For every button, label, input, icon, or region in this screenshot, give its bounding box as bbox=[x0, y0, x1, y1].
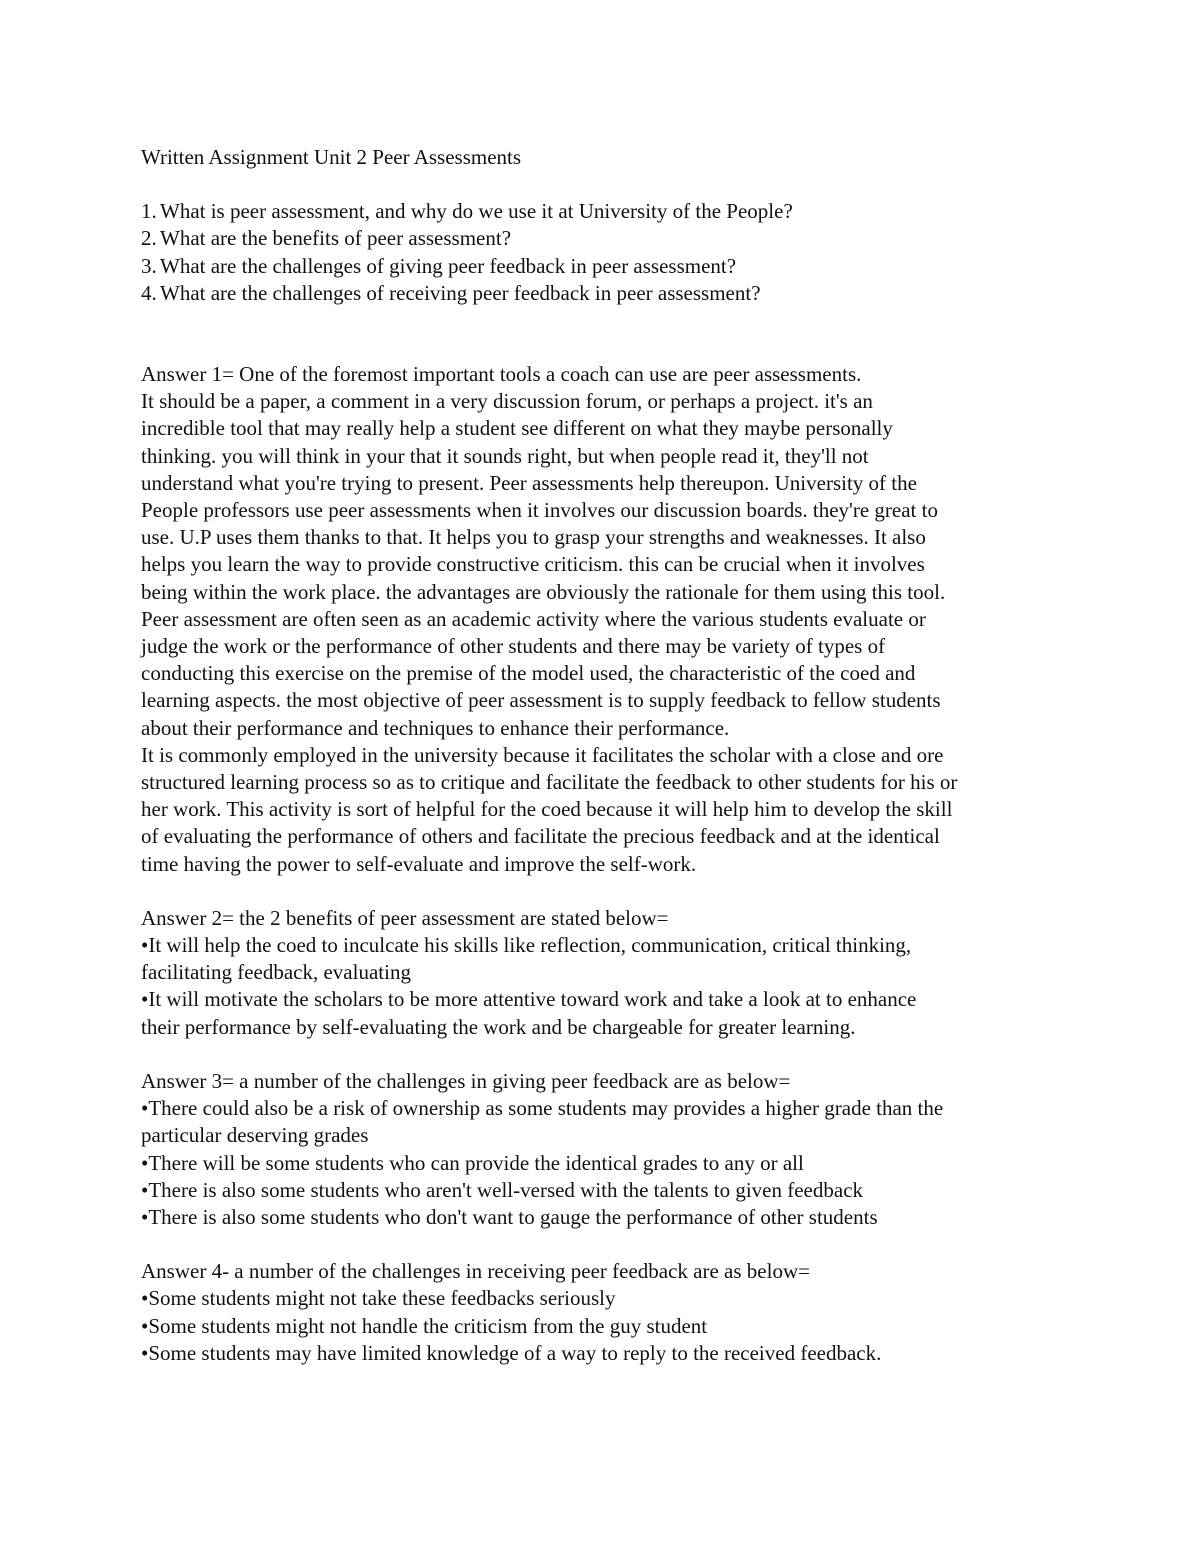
document-title: Written Assignment Unit 2 Peer Assessments bbox=[141, 145, 522, 169]
answer-2-heading-line: Answer 2= the 2 benefits of peer assessment are stated below= bbox=[141, 905, 669, 930]
answer-4-heading-line: Answer 4- a number of the challenges in receiving peer feedback are as below= bbox=[141, 1259, 810, 1284]
answer-1-section bbox=[141, 361, 1071, 878]
answer-3-line: •There is also some students who don't want to gauge the performance of other students bbox=[141, 1204, 878, 1229]
answer-1-line: being within the work place. the advantages are obviously the rationale for them using this tool. bbox=[141, 579, 946, 604]
answer-3-line: •There could also be a risk of ownership as some students may provides a higher grade than the bbox=[141, 1096, 944, 1121]
answer-1-line: incredible tool that may really help a student see different on what they maybe personally bbox=[141, 416, 893, 441]
question-number: 1. bbox=[141, 199, 157, 224]
answer-1-line: about their performance and techniques to enhance their performance. bbox=[141, 715, 730, 740]
answer-4-line: •Some students might not handle the criticism from the guy student bbox=[141, 1313, 708, 1338]
answer-1-line: Peer assessment are often seen as an academic activity where the various students evaluate or bbox=[141, 606, 926, 631]
answer-3-line: particular deserving grades bbox=[141, 1123, 369, 1148]
answer-4-section bbox=[141, 1258, 1071, 1367]
answer-4-line: •Some students might not take these feedbacks seriously bbox=[141, 1286, 616, 1311]
question-item bbox=[141, 225, 1071, 252]
question-item bbox=[141, 253, 1071, 280]
answer-3-section bbox=[141, 1068, 1071, 1231]
answer-4-line: •Some students may have limited knowledge of a way to reply to the received feedback. bbox=[141, 1340, 882, 1365]
question-list bbox=[141, 198, 1071, 307]
answer-2-line: facilitating feedback, evaluating bbox=[141, 960, 411, 985]
answer-2-section bbox=[141, 905, 1071, 1041]
answer-1-line: use. U.P uses them thanks to that. It helps you to grasp your strengths and weaknesses. It also bbox=[141, 525, 926, 550]
question-number: 2. bbox=[141, 226, 157, 251]
answer-3-line: •There will be some students who can provide the identical grades to any or all bbox=[141, 1150, 804, 1175]
answer-1-heading-line: Answer 1= One of the foremost important tools a coach can use are peer assessments. bbox=[141, 362, 862, 387]
answer-1-line: conducting this exercise on the premise of the model used, the characteristic of the coed and bbox=[141, 661, 916, 686]
answer-1-line: structured learning process so as to critique and facilitate the feedback to other students for his or bbox=[141, 770, 958, 795]
answer-1-line: thinking. you will think in your that it sounds right, but when people read it, they'll not bbox=[141, 443, 869, 468]
question-text: What are the challenges of giving peer feedback in peer assessment? bbox=[160, 253, 737, 278]
answer-3-line: •There is also some students who aren't well-versed with the talents to given feedback bbox=[141, 1177, 864, 1202]
question-number: 3. bbox=[141, 253, 157, 278]
document-page bbox=[141, 144, 1071, 1394]
answer-1-line: It is commonly employed in the university because it facilitates the scholar with a close and ore bbox=[141, 742, 944, 767]
question-text: What is peer assessment, and why do we use it at University of the People? bbox=[160, 199, 793, 224]
answer-1-line: learning aspects. the most objective of peer assessment is to supply feedback to fellow students bbox=[141, 688, 941, 713]
question-item bbox=[141, 198, 1071, 225]
answer-2-line: their performance by self-evaluating the work and be chargeable for greater learning. bbox=[141, 1014, 856, 1039]
answer-1-line: time having the power to self-evaluate and improve the self-work. bbox=[141, 851, 697, 876]
answer-1-line: People professors use peer assessments when it involves our discussion boards. they're great to bbox=[141, 498, 938, 523]
answer-1-line: her work. This activity is sort of helpful for the coed because it will help him to develop the skill bbox=[141, 797, 953, 822]
answer-1-line: helps you learn the way to provide constructive criticism. this can be crucial when it involves bbox=[141, 552, 925, 577]
question-text: What are the benefits of peer assessment? bbox=[160, 226, 512, 251]
answer-3-heading-line: Answer 3= a number of the challenges in giving peer feedback are as below= bbox=[141, 1068, 791, 1093]
answer-1-line: It should be a paper, a comment in a very discussion forum, or perhaps a project. it's an bbox=[141, 389, 873, 414]
answer-2-line: •It will motivate the scholars to be more attentive toward work and take a look at to enhance bbox=[141, 987, 917, 1012]
answer-1-line: understand what you're trying to present. Peer assessments help thereupon. University of the bbox=[141, 470, 917, 495]
answer-1-line: of evaluating the performance of others and facilitate the precious feedback and at the identical bbox=[141, 824, 940, 849]
question-item bbox=[141, 280, 1071, 307]
answer-1-line: judge the work or the performance of other students and there may be variety of types of bbox=[141, 634, 886, 659]
question-text: What are the challenges of receiving peer feedback in peer assessment? bbox=[160, 280, 761, 305]
question-number: 4. bbox=[141, 280, 157, 305]
answer-2-line: •It will help the coed to inculcate his skills like reflection, communication, critical thinking, bbox=[141, 933, 912, 958]
